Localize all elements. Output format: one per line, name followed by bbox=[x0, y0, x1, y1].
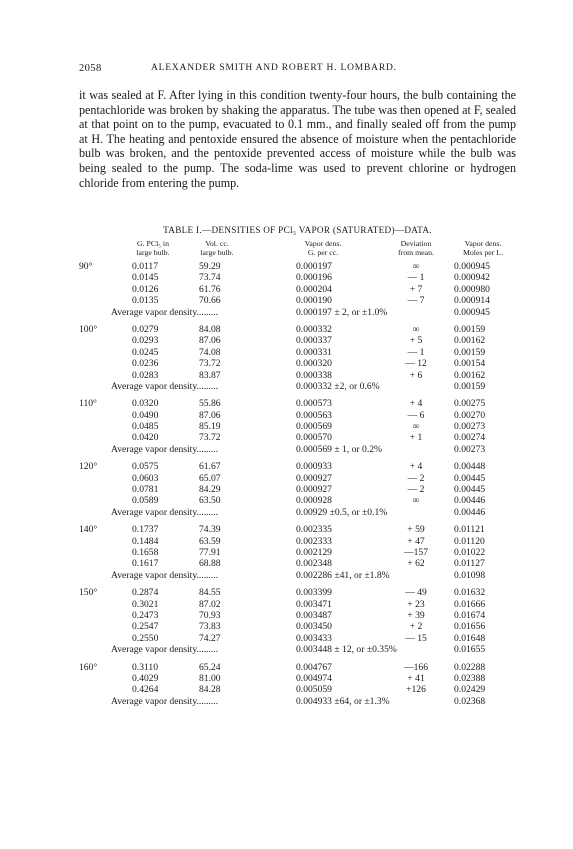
temperature-label: 100° bbox=[79, 323, 98, 335]
table-cell: 0.1737 bbox=[132, 524, 159, 536]
table-cell: 0.01674 bbox=[454, 609, 486, 621]
density-table bbox=[79, 240, 516, 707]
table-cell: —166 bbox=[404, 661, 428, 673]
table-cell: 0.000332 bbox=[296, 323, 332, 335]
average-row bbox=[79, 307, 516, 318]
table-cell: 73.83 bbox=[199, 621, 221, 633]
table-row bbox=[79, 673, 516, 684]
table-cell: 0.0603 bbox=[132, 472, 159, 484]
average-value: 0.00446 bbox=[454, 506, 486, 518]
table-cell: 0.2547 bbox=[132, 621, 159, 633]
table-cell: + 5 bbox=[409, 335, 423, 347]
average-label: Average vapor density......... bbox=[111, 644, 219, 656]
table-row bbox=[79, 461, 516, 472]
table-cell: 0.00274 bbox=[454, 432, 486, 444]
table-cell: 74.39 bbox=[199, 524, 221, 536]
table-cell: 0.00162 bbox=[454, 369, 486, 381]
column-header bbox=[191, 240, 243, 257]
column-header-line: Moles per L. bbox=[462, 247, 504, 257]
table-cell: 0.002129 bbox=[296, 546, 332, 558]
table-cell: 0.004974 bbox=[296, 672, 332, 684]
average-value: 0.003448 ± 12, or ±0.35% bbox=[296, 644, 397, 656]
table-row bbox=[79, 524, 516, 535]
table-cell: 61.67 bbox=[199, 461, 221, 473]
table-row bbox=[79, 324, 516, 335]
table-cell: 59.29 bbox=[199, 261, 221, 272]
table-cell: 74.08 bbox=[199, 346, 221, 358]
average-label: Average vapor density......... bbox=[111, 306, 219, 318]
table-row bbox=[79, 587, 516, 598]
table-cell: 0.00154 bbox=[454, 358, 486, 370]
table-row bbox=[79, 432, 516, 443]
average-row bbox=[79, 570, 516, 581]
table-cell: 73.72 bbox=[199, 358, 221, 370]
average-value: 0.00273 bbox=[454, 443, 486, 455]
table-cell: 0.0781 bbox=[132, 484, 159, 496]
temperature-label: 120° bbox=[79, 461, 98, 473]
table-cell: — 1 bbox=[407, 346, 425, 358]
column-header-line: from mean. bbox=[398, 247, 434, 257]
table-cell: 70.93 bbox=[199, 609, 221, 621]
table-cell: — 1 bbox=[407, 272, 425, 284]
table-cell: 0.000927 bbox=[296, 484, 332, 496]
column-header bbox=[451, 240, 515, 257]
average-row bbox=[79, 444, 516, 455]
table-cell: 0.0420 bbox=[132, 432, 159, 444]
average-value: 0.00929 ±0.5, or ±0.1% bbox=[296, 506, 388, 518]
table-cell: — 2 bbox=[407, 472, 425, 484]
table-row bbox=[79, 484, 516, 495]
column-header-line: Vapor dens. bbox=[464, 239, 502, 248]
average-value: 0.000569 ± 1, or 0.2% bbox=[296, 443, 383, 455]
table-cell: 0.00159 bbox=[454, 346, 486, 358]
table-row bbox=[79, 284, 516, 295]
average-row bbox=[79, 696, 516, 707]
table-row bbox=[79, 536, 516, 547]
page-number: 2058 bbox=[79, 63, 102, 74]
column-header-line: Vapor dens. bbox=[304, 239, 342, 248]
table-cell: 0.01120 bbox=[454, 535, 485, 547]
table-cell: —157 bbox=[404, 546, 428, 558]
table-cell: 77.91 bbox=[199, 546, 221, 558]
table-cell: 0.4029 bbox=[132, 672, 159, 684]
table-cell: 0.004767 bbox=[296, 661, 332, 673]
temperature-label: 160° bbox=[79, 661, 98, 673]
table-row bbox=[79, 335, 516, 346]
table-row bbox=[79, 358, 516, 369]
table-cell: 85.19 bbox=[199, 421, 221, 433]
table-cell: — 49 bbox=[405, 587, 427, 599]
table-cell: + 47 bbox=[407, 535, 425, 547]
table-cell: — 12 bbox=[405, 358, 427, 370]
table-cell: 0.0135 bbox=[132, 295, 159, 307]
table-cell: + 41 bbox=[407, 672, 425, 684]
table-cell: 0.1658 bbox=[132, 546, 159, 558]
table-cell: 0.003450 bbox=[296, 621, 332, 633]
table-cell: + 2 bbox=[409, 621, 423, 633]
table-cell: 0.000190 bbox=[296, 295, 332, 307]
running-title: ALEXANDER SMITH AND ROBERT H. LOMBARD. bbox=[151, 63, 397, 73]
table-cell: 84.29 bbox=[199, 484, 221, 496]
table-cell: 84.55 bbox=[199, 587, 221, 599]
table-cell: 0.000945 bbox=[454, 261, 490, 272]
table-cell: 0.002333 bbox=[296, 535, 332, 547]
table-cell: 0.003399 bbox=[296, 587, 332, 599]
table-row bbox=[79, 495, 516, 506]
table-cell: ∞ bbox=[412, 421, 420, 433]
table-row bbox=[79, 398, 516, 409]
table-cell: 0.000914 bbox=[454, 295, 490, 307]
table-row bbox=[79, 599, 516, 610]
temperature-label: 110° bbox=[79, 398, 97, 410]
table-cell: 63.50 bbox=[199, 495, 221, 507]
temperature-label: 150° bbox=[79, 587, 98, 599]
table-cell: 0.1484 bbox=[132, 535, 159, 547]
table-cell: + 59 bbox=[407, 524, 425, 536]
table-row bbox=[79, 347, 516, 358]
column-header-line: large bulb. bbox=[136, 247, 170, 257]
table-row bbox=[79, 547, 516, 558]
table-cell: +126 bbox=[406, 684, 426, 696]
table-row bbox=[79, 410, 516, 421]
table-cell: 0.00445 bbox=[454, 472, 486, 484]
table-cell: 87.06 bbox=[199, 335, 221, 347]
table-cell: 0.0279 bbox=[132, 323, 159, 335]
table-cell: 0.000933 bbox=[296, 461, 332, 473]
table-header bbox=[79, 240, 516, 261]
table-cell: 83.87 bbox=[199, 369, 221, 381]
table-cell: 84.28 bbox=[199, 684, 221, 696]
temperature-label: 90° bbox=[79, 261, 93, 272]
table-cell: 73.74 bbox=[199, 272, 221, 284]
column-header-line: Deviation bbox=[400, 239, 432, 248]
table-cell: 0.1617 bbox=[132, 558, 159, 570]
table-cell: ∞ bbox=[412, 495, 420, 507]
column-header-line: large bulb. bbox=[200, 247, 234, 257]
page-header bbox=[79, 63, 516, 77]
column-header-line: G. PCl₅ in bbox=[137, 239, 169, 248]
table-cell: 0.000204 bbox=[296, 283, 332, 295]
table-cell: 0.00159 bbox=[454, 323, 486, 335]
table-cell: 0.000980 bbox=[454, 283, 490, 295]
table-cell: ∞ bbox=[412, 261, 420, 272]
table-row bbox=[79, 261, 516, 272]
table-cell: 0.000570 bbox=[296, 432, 332, 444]
table-cell: 0.3021 bbox=[132, 598, 159, 610]
table-cell: 0.005059 bbox=[296, 684, 332, 696]
table-cell: 0.01127 bbox=[454, 558, 485, 570]
column-header bbox=[123, 240, 183, 257]
table-cell: + 1 bbox=[409, 432, 423, 444]
table-cell: 0.00448 bbox=[454, 461, 486, 473]
average-value: 0.00159 bbox=[454, 380, 486, 392]
table-cell: — 7 bbox=[407, 295, 425, 307]
table-cell: 0.00162 bbox=[454, 335, 486, 347]
average-value: 0.002286 ±41, or ±1.8% bbox=[296, 569, 390, 581]
table-cell: 0.2874 bbox=[132, 587, 159, 599]
table-row bbox=[79, 662, 516, 673]
table-cell: — 6 bbox=[407, 409, 425, 421]
average-value: 0.01655 bbox=[454, 644, 486, 656]
table-cell: ∞ bbox=[412, 323, 420, 335]
table-cell: 0.0320 bbox=[132, 398, 159, 410]
table-cell: 0.000569 bbox=[296, 421, 332, 433]
table-cell: 68.88 bbox=[199, 558, 221, 570]
average-value: 0.000945 bbox=[454, 306, 490, 318]
table-cell: 0.000338 bbox=[296, 369, 332, 381]
table-row bbox=[79, 558, 516, 569]
table-cell: 0.00275 bbox=[454, 398, 486, 410]
table-cell: 0.4264 bbox=[132, 684, 159, 696]
average-label: Average vapor density......... bbox=[111, 695, 219, 707]
table-cell: + 6 bbox=[409, 369, 423, 381]
table-cell: + 7 bbox=[409, 283, 423, 295]
table-row bbox=[79, 621, 516, 632]
table-cell: 0.0589 bbox=[132, 495, 159, 507]
table-cell: 61.76 bbox=[199, 283, 221, 295]
table-cell: 0.0236 bbox=[132, 358, 159, 370]
table-row bbox=[79, 610, 516, 621]
table-row bbox=[79, 421, 516, 432]
table-cell: 0.003487 bbox=[296, 609, 332, 621]
table-cell: 0.000563 bbox=[296, 409, 332, 421]
table-cell: 0.002335 bbox=[296, 524, 332, 536]
average-value: 0.004933 ±64, or ±1.3% bbox=[296, 695, 390, 707]
table-cell: 0.000573 bbox=[296, 398, 332, 410]
average-value: 0.02368 bbox=[454, 695, 486, 707]
table-cell: 0.000320 bbox=[296, 358, 332, 370]
average-label: Average vapor density......... bbox=[111, 506, 219, 518]
table-caption: TABLE I.—DENSITIES OF PCl₅ VAPOR (SATURATED)—DATA. bbox=[163, 225, 432, 235]
table-cell: 0.2550 bbox=[132, 632, 159, 644]
body-paragraph bbox=[79, 88, 516, 190]
table-cell: 63.59 bbox=[199, 535, 221, 547]
table-cell: — 2 bbox=[407, 484, 425, 496]
table-cell: — 15 bbox=[405, 632, 427, 644]
table-cell: 0.00270 bbox=[454, 409, 486, 421]
table-body bbox=[79, 261, 516, 707]
table-cell: 0.000197 bbox=[296, 261, 332, 272]
table-cell: 0.0575 bbox=[132, 461, 159, 473]
column-header bbox=[291, 240, 355, 257]
table-cell: 84.08 bbox=[199, 323, 221, 335]
table-cell: 0.000196 bbox=[296, 272, 332, 284]
table-row bbox=[79, 633, 516, 644]
table-cell: 0.000927 bbox=[296, 472, 332, 484]
table-row bbox=[79, 295, 516, 306]
table-cell: 0.0490 bbox=[132, 409, 159, 421]
table-cell: 0.01648 bbox=[454, 632, 486, 644]
table-cell: 0.02429 bbox=[454, 684, 486, 696]
table-cell: 0.00445 bbox=[454, 484, 486, 496]
average-value: 0.000332 ±2, or 0.6% bbox=[296, 380, 380, 392]
table-cell: 65.07 bbox=[199, 472, 221, 484]
table-cell: 0.01022 bbox=[454, 546, 486, 558]
table-cell: 0.0117 bbox=[132, 261, 159, 272]
average-value: 0.000197 ± 2, or ±1.0% bbox=[296, 306, 388, 318]
temperature-label: 140° bbox=[79, 524, 98, 536]
table-cell: 0.2473 bbox=[132, 609, 159, 621]
paragraph-text: it was sealed at F. After lying in this condition twenty-four hours, the bulb containing the pentachloride was broken by shaking the apparatus. The tube was then opened at F, sealed at that point on to the pump, evacuated to 0.1 mm., and finally sealed off from the pump at H. The heating and pentoxide ensured the absence of moisture when the pentachloride bulb was broken, and the pentoxide prevented access of moisture while the bulb was being sealed to the pump. The soda-lime was used to prevent chlorine or hydrogen chloride from entering the pump. bbox=[79, 88, 516, 190]
column-header-line: Vol. cc. bbox=[205, 239, 229, 248]
average-row bbox=[79, 644, 516, 655]
table-cell: + 4 bbox=[409, 398, 423, 410]
table-cell: 0.002348 bbox=[296, 558, 332, 570]
table-cell: 0.01632 bbox=[454, 587, 486, 599]
table-row bbox=[79, 272, 516, 283]
table-row bbox=[79, 473, 516, 484]
table-cell: 87.06 bbox=[199, 409, 221, 421]
table-cell: 0.02388 bbox=[454, 672, 486, 684]
table-cell: 55.86 bbox=[199, 398, 221, 410]
table-cell: 0.00273 bbox=[454, 421, 486, 433]
table-cell: 0.000331 bbox=[296, 346, 332, 358]
table-cell: 87.02 bbox=[199, 598, 221, 610]
table-cell: 0.000337 bbox=[296, 335, 332, 347]
table-cell: 0.0145 bbox=[132, 272, 159, 284]
average-row bbox=[79, 507, 516, 518]
table-cell: 0.0283 bbox=[132, 369, 159, 381]
table-cell: 73.72 bbox=[199, 432, 221, 444]
table-cell: 0.0245 bbox=[132, 346, 159, 358]
table-cell: 0.0485 bbox=[132, 421, 159, 433]
table-row bbox=[79, 370, 516, 381]
table-cell: 0.000942 bbox=[454, 272, 490, 284]
table-cell: 0.3110 bbox=[132, 661, 159, 673]
table-cell: + 23 bbox=[407, 598, 425, 610]
average-row bbox=[79, 381, 516, 392]
table-cell: + 4 bbox=[409, 461, 423, 473]
average-label: Average vapor density......... bbox=[111, 443, 219, 455]
average-label: Average vapor density......... bbox=[111, 569, 219, 581]
table-cell: + 62 bbox=[407, 558, 425, 570]
table-cell: 65.24 bbox=[199, 661, 221, 673]
table-cell: 0.003471 bbox=[296, 598, 332, 610]
table-cell: 0.003433 bbox=[296, 632, 332, 644]
table-cell: 70.66 bbox=[199, 295, 221, 307]
table-cell: 0.0293 bbox=[132, 335, 159, 347]
table-cell: 0.01666 bbox=[454, 598, 486, 610]
table-cell: 0.01656 bbox=[454, 621, 486, 633]
table-cell: 0.01121 bbox=[454, 524, 485, 536]
table-cell: 0.0126 bbox=[132, 283, 159, 295]
table-cell: 81.00 bbox=[199, 672, 221, 684]
table-cell: 0.000928 bbox=[296, 495, 332, 507]
table-row bbox=[79, 684, 516, 695]
table-cell: 0.00446 bbox=[454, 495, 486, 507]
column-header-line: G. per cc. bbox=[307, 247, 339, 257]
average-value: 0.01098 bbox=[454, 569, 486, 581]
table-cell: 74.27 bbox=[199, 632, 221, 644]
table-cell: + 39 bbox=[407, 609, 425, 621]
column-header bbox=[384, 240, 448, 257]
average-label: Average vapor density......... bbox=[111, 380, 219, 392]
table-cell: 0.02288 bbox=[454, 661, 486, 673]
